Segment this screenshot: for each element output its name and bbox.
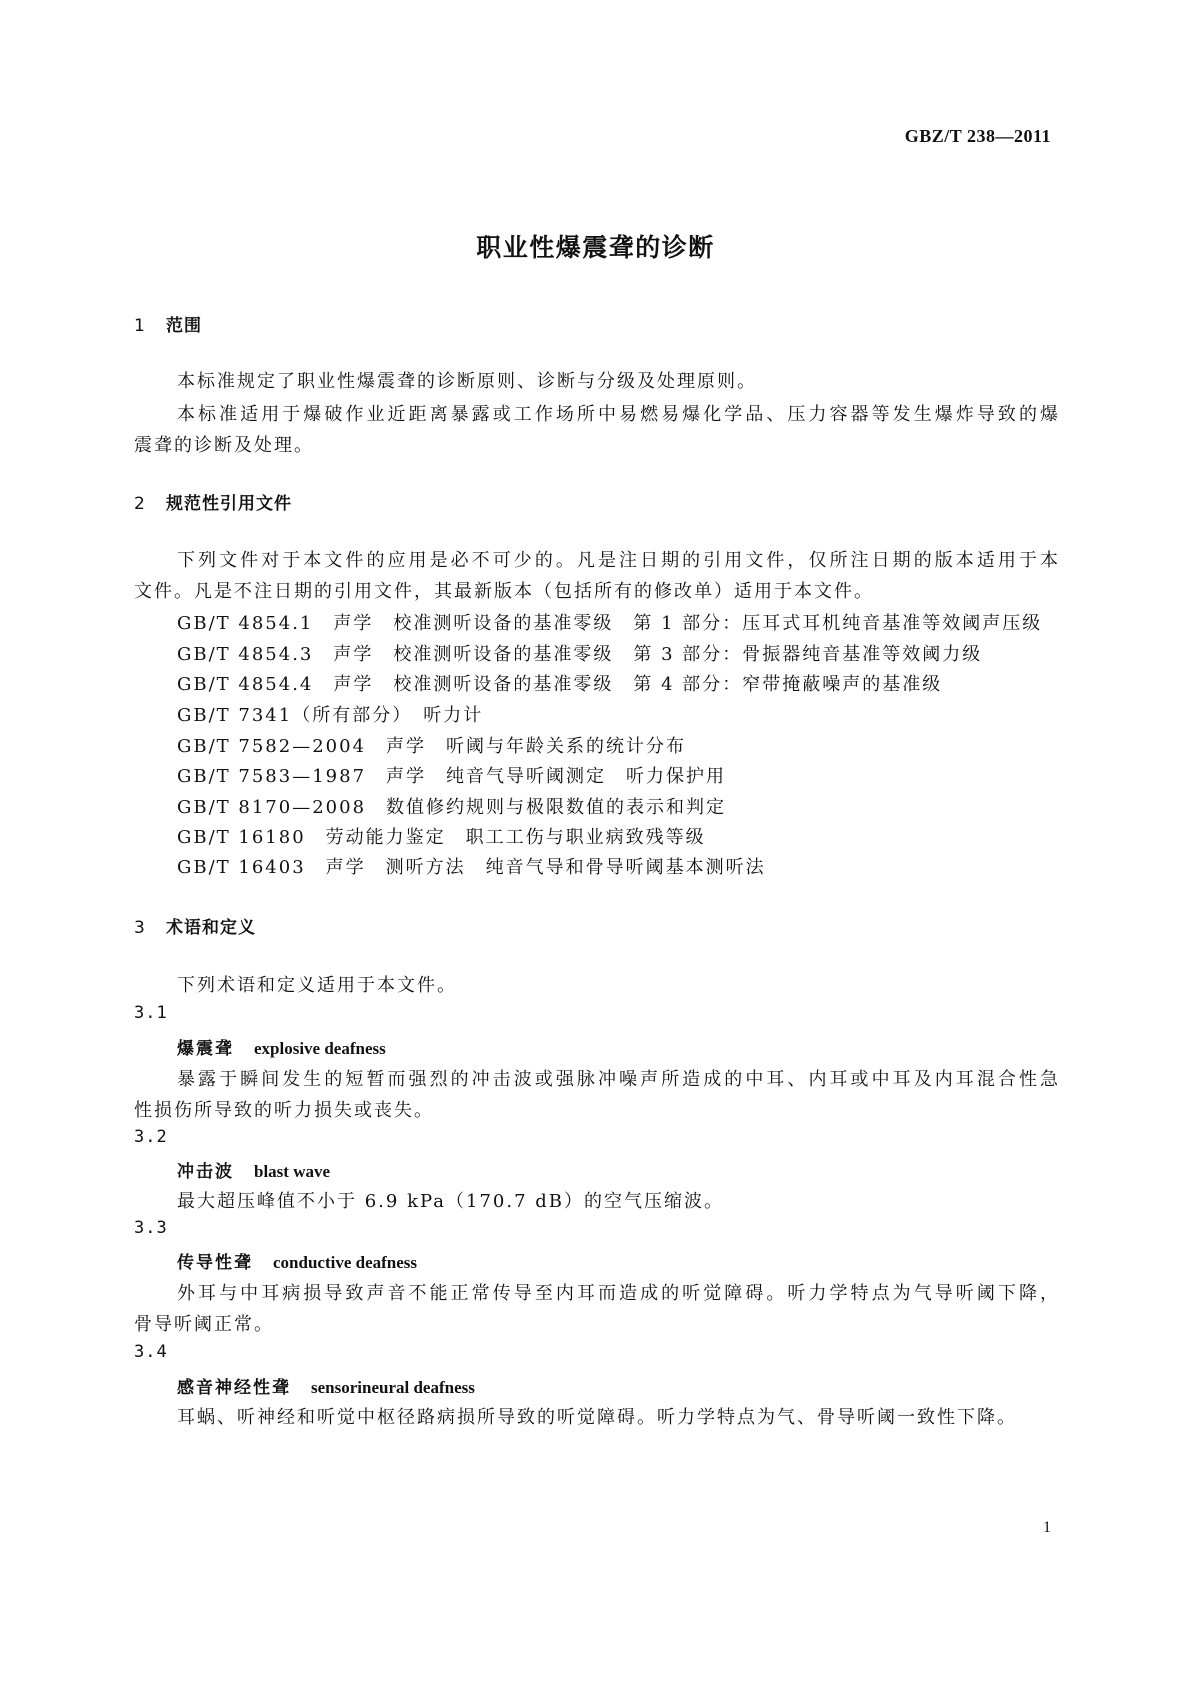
section-number: 2: [134, 494, 146, 514]
clause-number: 3.2: [134, 1127, 168, 1147]
section-1-heading: [134, 311, 202, 336]
term-definition: 暴露于瞬间发生的短暂而强烈的冲击波或强脉冲噪声所造成的中耳、内耳或中耳及内耳混合性急: [177, 1069, 1060, 1090]
section-2-heading: [134, 489, 292, 514]
reference-item: GB/T 4854.3 声学 校准测听设备的基准零级 第 3 部分：骨振器纯音基准等效阈力级: [177, 644, 983, 665]
paragraph: 本标准适用于爆破作业近距离暴露或工作场所中易燃易爆化学品、压力容器等发生爆炸导致的爆: [177, 404, 1060, 425]
clause-number: 3.1: [134, 1003, 168, 1023]
reference-item: GB/T 7583—1987 声学 纯音气导听阈测定 听力保护用: [177, 766, 727, 787]
clause-number: 3.4: [134, 1342, 168, 1362]
term-zh: 传导性聋: [177, 1253, 253, 1273]
paragraph-continuation: 文件。凡是不注日期的引用文件，其最新版本（包括所有的修改单）适用于本文件。: [134, 581, 874, 602]
term-definition-continuation: 骨导听阈正常。: [134, 1314, 274, 1335]
term-heading: [177, 1034, 386, 1059]
term-definition-continuation: 性损伤所导致的听力损失或丧失。: [134, 1100, 434, 1121]
section-3-heading: [134, 913, 256, 938]
section-title: 范围: [166, 316, 202, 336]
document-title: 职业性爆震聋的诊断: [476, 233, 715, 262]
term-heading: [177, 1157, 330, 1182]
page-number: 1: [1043, 1519, 1051, 1536]
term-heading: [177, 1248, 417, 1273]
term-zh: 爆震聋: [177, 1039, 234, 1059]
paragraph: 下列术语和定义适用于本文件。: [177, 975, 457, 996]
standard-code: GBZ/T 238—2011: [904, 126, 1051, 146]
paragraph: 本标准规定了职业性爆震聋的诊断原则、诊断与分级及处理原则。: [177, 371, 757, 392]
section-number: 3: [134, 918, 146, 938]
reference-item: GB/T 4854.4 声学 校准测听设备的基准零级 第 4 部分：窄带掩蔽噪声的基准级: [177, 674, 943, 695]
term-definition: 耳蜗、听神经和听觉中枢径路病损所导致的听觉障碍。听力学特点为气、骨导听阈一致性下降。: [177, 1407, 1017, 1428]
paragraph-continuation: 震聋的诊断及处理。: [134, 435, 314, 456]
term-en: conductive deafness: [273, 1253, 418, 1272]
term-definition: 最大超压峰值不小于 6.9 kPa（170.7 dB）的空气压缩波。: [177, 1191, 725, 1212]
reference-item: GB/T 16180 劳动能力鉴定 职工工伤与职业病致残等级: [177, 827, 706, 848]
paragraph: 下列文件对于本文件的应用是必不可少的。凡是注日期的引用文件，仅所注日期的版本适用于本: [177, 550, 1060, 571]
term-en: blast wave: [254, 1162, 331, 1181]
term-definition: 外耳与中耳病损导致声音不能正常传导至内耳而造成的听觉障碍。听力学特点为气导听阈下降，: [177, 1283, 1060, 1304]
section-title: 规范性引用文件: [166, 494, 292, 514]
section-number: 1: [134, 316, 146, 336]
term-zh: 感音神经性聋: [177, 1378, 291, 1398]
term-en: sensorineural deafness: [311, 1378, 475, 1397]
section-title: 术语和定义: [166, 918, 256, 938]
reference-item: GB/T 7582—2004 声学 听阈与年龄关系的统计分布: [177, 736, 687, 757]
reference-item: GB/T 7341（所有部分） 听力计: [177, 705, 484, 726]
clause-number: 3.3: [134, 1218, 168, 1238]
reference-item: GB/T 16403 声学 测听方法 纯音气导和骨导听阈基本测听法: [177, 857, 766, 878]
reference-item: GB/T 8170—2008 数值修约规则与极限数值的表示和判定: [177, 797, 727, 818]
term-zh: 冲击波: [177, 1162, 234, 1182]
reference-item: GB/T 4854.1 声学 校准测听设备的基准零级 第 1 部分：压耳式耳机纯音基准等效阈声压级: [177, 613, 1043, 634]
term-heading: [177, 1373, 475, 1398]
term-en: explosive deafness: [254, 1039, 386, 1058]
